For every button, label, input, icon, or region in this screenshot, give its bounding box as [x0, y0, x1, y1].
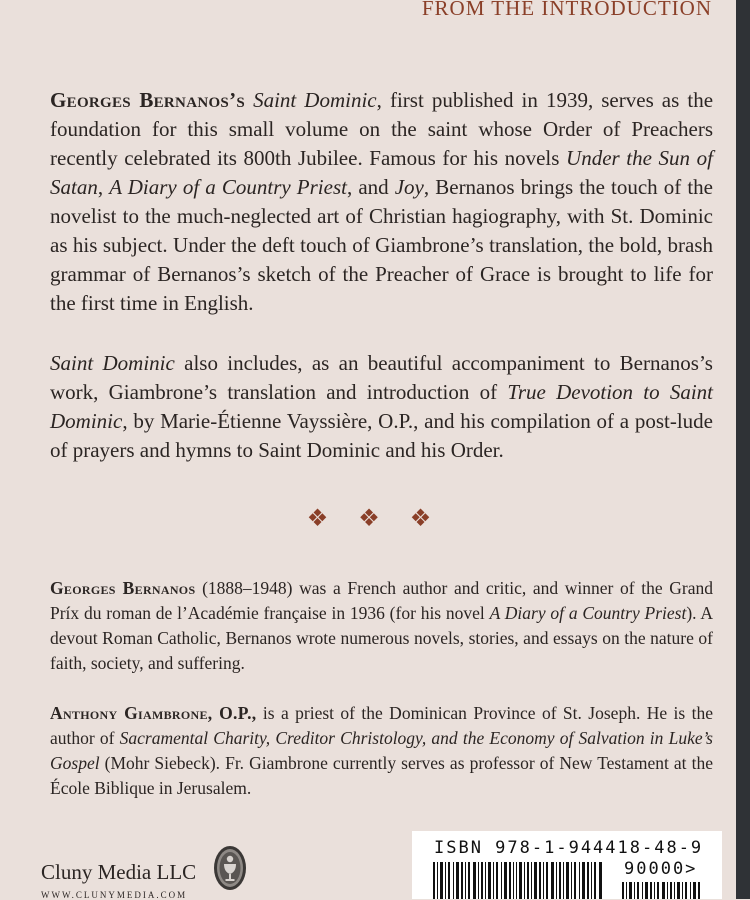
text-run: (Mohr Siebeck). Fr. Giambrone currently serves as professor of New Testament at the École Biblique in Jerusalem. — [50, 753, 713, 798]
text-run: Saint Dominic — [50, 351, 175, 375]
price-barcode-icon — [622, 882, 702, 899]
author-bio-giambrone — [50, 701, 713, 801]
text-run: True Devotion to Saint Dominic — [50, 380, 714, 433]
text-run: Joy — [394, 175, 424, 199]
text-run: (1888–1948) was a French author and critic, and winner of the Grand Príx du roman de l’Académie française in 1936 (for his novel — [50, 578, 713, 623]
text-run: , first published in 1939, serves as the foundation for this small volume on the saint whose Order of Preachers recently celebrated its 800th Jubilee. Famous for his novels — [50, 88, 714, 170]
text-run: Sacramental Charity, Creditor Christology, and the Economy of Salvation in Luke’s Gospel — [50, 728, 713, 773]
spine-edge — [736, 0, 750, 899]
publisher-url: WWW.CLUNYMEDIA.COM — [41, 890, 188, 900]
text-run: Georges Bernanos’s — [50, 88, 246, 112]
ornament-divider: ❖ ❖ ❖ — [306, 506, 444, 532]
text-run: Under the Sun of Satan — [50, 146, 713, 199]
price-code: 90000> — [624, 859, 698, 879]
text-run: , by Marie-Étienne Vayssière, O.P., and his compilation of a post-lude of prayers and hymns to Saint Dominic and his Order. — [50, 409, 713, 462]
intro-paragraph-2 — [50, 349, 713, 465]
intro-paragraph-1 — [50, 86, 713, 318]
barcode-icon — [433, 862, 603, 899]
publisher-name: Cluny Media LLC — [41, 860, 197, 884]
text-run: ). A devout Roman Catholic, Bernanos wrote numerous novels, stories, and essays on the nature of faith, society, and suffering. — [50, 603, 714, 673]
text-run — [245, 88, 253, 112]
text-run: , and — [346, 175, 395, 199]
author-bio-bernanos — [50, 576, 713, 676]
text-run: Saint Dominic — [253, 88, 377, 112]
text-run: A Diary of a Country Priest — [109, 175, 347, 199]
text-run: Georges Bernanos — [50, 578, 196, 598]
text-run: A Diary of a Country Priest — [489, 603, 687, 623]
text-run: Anthony Giambrone, O.P., — [50, 703, 257, 723]
text-run: is a priest of the Dominican Province of St. Joseph. He is the author of — [50, 703, 713, 748]
isbn-number: ISBN 978-1-944418-48-9 — [434, 838, 704, 858]
text-run: , Bernanos brings the touch of the novelist to the much-neglected art of Christian hagiography, with St. Dominic as his subject. Under the deft touch of Giambrone’s translation, the bold, brash grammar of Bernanos’s sketch of the Preacher of Grace is brought to life for the first time in English. — [50, 175, 713, 315]
section-heading: FROM THE INTRODUCTION — [421, 0, 712, 20]
text-run: , — [97, 175, 110, 199]
text-run: also includes, as an beautiful accompaniment to Bernanos’s work, Giambrone’s translation and introduction of — [50, 351, 713, 404]
chalice-medallion-icon — [213, 845, 247, 891]
